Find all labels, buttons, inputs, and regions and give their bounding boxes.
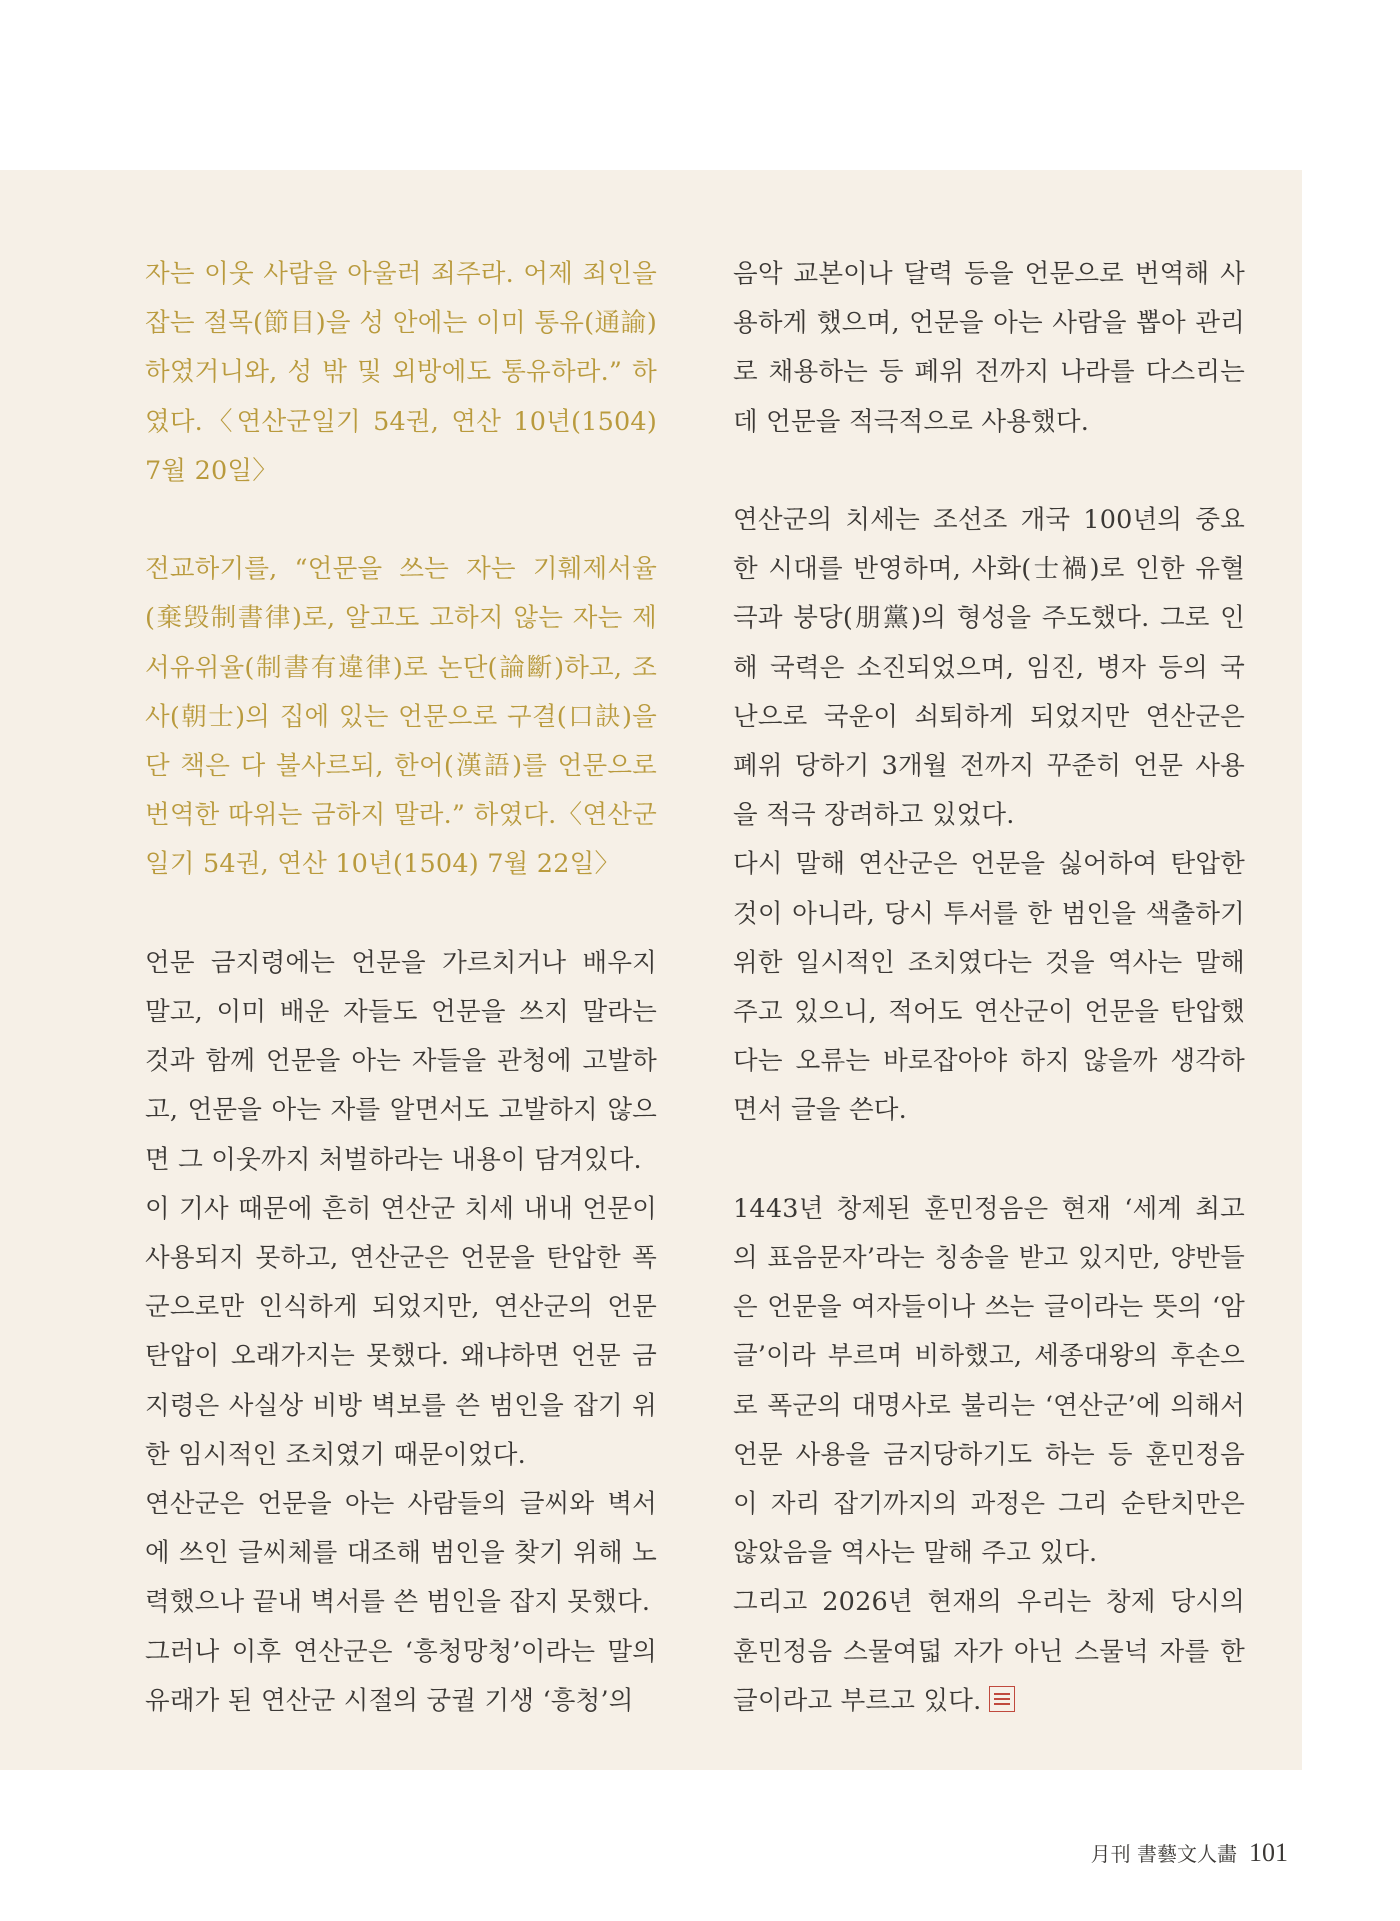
- paragraph-text: 1443년 창제된 훈민정음은 현재 ‘세계 최고의 표음문자’라는 칭송을 받고 있지만, 양반들은 언문을 여자들이나 쓰는 글이라는 뜻의 ‘암글’이라 부르며 비하했고, 세종대왕의 후손으로 폭군의 대명사로 불리는 ‘연산군’에 의해서 언문 사용을 금지당하기도 하는 등 훈민정음이 자리 잡기까지의 과정은 그리 순탄치만은 않았음을 역사는 말해 주고 있다.: [733, 1193, 1245, 1569]
- page-footer: [1091, 1838, 1288, 1868]
- page-number: 101: [1249, 1838, 1288, 1867]
- paragraph-text: 연산군의 치세는 조선조 개국 100년의 중요한 시대를 반영하며, 사화(士禍)로 인한 유혈극과 붕당(朋黨)의 형성을 주도했다. 그로 인해 국력은 소진되었으며, 임진, 병자 등의 국난으로 국운이 쇠퇴하게 되었지만 연산군은 폐위 당하기 3개월 전까지 꾸준히 언문 사용을 적극 장려하고 있었다.: [733, 505, 1245, 831]
- left-column: [145, 250, 657, 1726]
- paragraph-text: 음악 교본이나 달력 등을 언문으로 번역해 사용하게 했으며, 언문을 아는 사람을 뽑아 관리로 채용하는 등 폐위 전까지 나라를 다스리는 데 언문을 적극적으로 사용했다.: [733, 259, 1245, 437]
- paragraph-gap: [145, 890, 657, 939]
- paragraph-text: 연산군은 언문을 아는 사람들의 글씨와 벽서에 쓰인 글씨체를 대조해 범인을 찾기 위해 노력했으나 끝내 벽서를 쓴 범인을 잡지 못했다.: [145, 1489, 657, 1618]
- paragraph-text: 언문 금지령에는 언문을 가르치거나 배우지 말고, 이미 배운 자들도 언문을 쓰지 말라는 것과 함께 언문을 아는 자들을 관청에 고발하고, 언문을 아는 자를 알면서도 고발하지 않으면 그 이웃까지 처벌하라는 내용이 담겨있다.: [145, 947, 657, 1175]
- paragraph-text: 다시 말해 연산군은 언문을 싫어하여 탄압한 것이 아니라, 당시 투서를 한 범인을 색출하기 위한 일시적인 조치였다는 것을 역사는 말해 주고 있으니, 적어도 연산군이 언문을 탄압했다는 오류는 바로잡아야 하지 않을까 생각하면서 글을 쓴다.: [733, 849, 1245, 1126]
- body-paragraph: [733, 250, 1245, 447]
- body-paragraph: [145, 939, 657, 1185]
- paragraph-gap: [733, 1136, 1245, 1185]
- paragraph-gap: [733, 447, 1245, 496]
- paragraph-text: 그러나 이후 연산군은 ‘흥청망청’이라는 말의 유래가 된 연산군 시절의 궁궐 기생 ‘흥청’의: [145, 1636, 657, 1716]
- end-seal-icon: [989, 1686, 1015, 1712]
- quoted-passage: [145, 250, 657, 496]
- body-paragraph: [145, 1628, 657, 1726]
- quoted-passage: [145, 545, 657, 889]
- body-paragraph: [733, 1578, 1245, 1726]
- magazine-title: 月刊 書藝文人畵: [1090, 1842, 1237, 1866]
- body-paragraph: [145, 1185, 657, 1480]
- paragraph-text: 자는 이웃 사람을 아울러 죄주라. 어제 죄인을 잡는 절목(節目)을 성 안에는 이미 통유(通諭)하였거니와, 성 밖 및 외방에도 통유하라.” 하였다.〈연산군일기 54권, 연산 10년(1504) 7월 20일〉: [145, 259, 657, 486]
- body-paragraph: [145, 1480, 657, 1628]
- body-paragraph: [733, 840, 1245, 1135]
- paragraph-text: 그리고 2026년 현재의 우리는 창제 당시의 훈민정음 스물여덟 자가 아닌 스물넉 자를 한글이라고 부르고 있다.: [733, 1587, 1245, 1716]
- right-column: [733, 250, 1245, 1726]
- body-paragraph: [733, 496, 1245, 840]
- paragraph-text: 이 기사 때문에 흔히 연산군 치세 내내 언문이 사용되지 못하고, 연산군은 언문을 탄압한 폭군으로만 인식하게 되었지만, 연산군의 언문 탄압이 오래가지는 못했다. 왜냐하면 언문 금지령은 사실상 비방 벽보를 쓴 범인을 잡기 위한 임시적인 조치였기 때문이었다.: [145, 1193, 657, 1470]
- paragraph-text: 전교하기를, “언문을 쓰는 자는 기훼제서율(棄毁制書律)로, 알고도 고하지 않는 자는 제서유위율(制書有違律)로 논단(論斷)하고, 조사(朝士)의 집에 있는 언문으로 구결(口訣)을 단 책은 다 불사르되, 한어(漢語)를 언문으로 번역한 따위는 금하지 말라.” 하였다.〈연산군일기 54권, 연산 10년(1504) 7월 22일〉: [145, 554, 657, 880]
- body-paragraph: [733, 1185, 1245, 1579]
- paragraph-gap: [145, 496, 657, 545]
